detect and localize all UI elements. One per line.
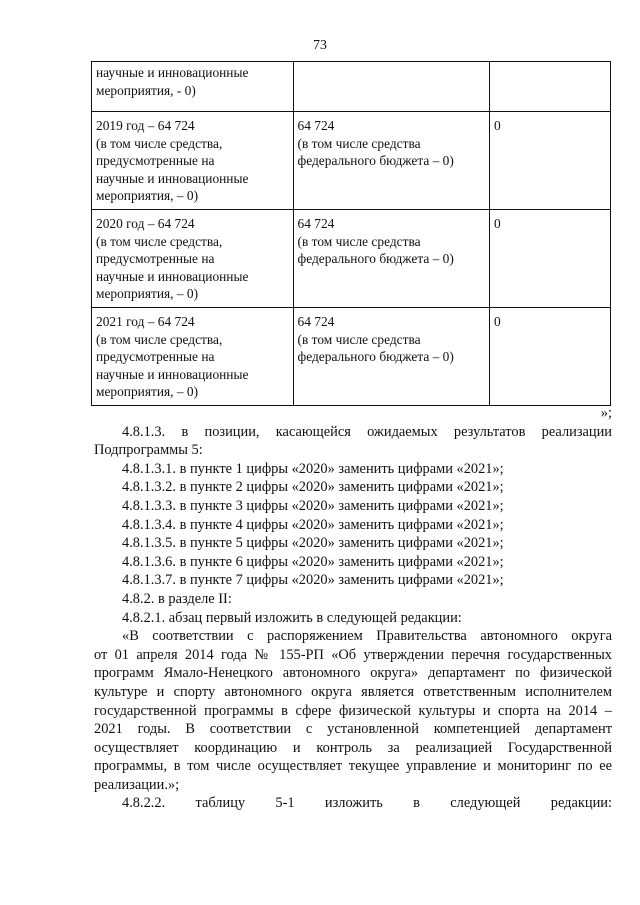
list-item: 4.8.1.3.3. в пункте 3 цифры «2020» заменить цифрами «2021»; xyxy=(122,497,504,514)
list-item: 4.8.1.3.6. в пункте 6 цифры «2020» заменить цифрами «2021»; xyxy=(122,553,504,570)
table-row xyxy=(92,210,611,308)
table-cell xyxy=(490,112,611,210)
cell-line: научные и инновационные xyxy=(96,65,249,80)
quote-line: осуществляет координацию и контроль за реализацией Государственной xyxy=(94,739,612,756)
table-cell xyxy=(92,210,294,308)
table-cell xyxy=(293,308,490,406)
table-cell xyxy=(92,308,294,406)
table-cell xyxy=(490,308,611,406)
cell-line: мероприятия, - 0) xyxy=(96,82,196,98)
cell-line: мероприятия, – 0) xyxy=(96,188,199,203)
cell-line: (в том числе средства xyxy=(297,233,421,249)
cell-line: 0 xyxy=(494,314,501,329)
cell-line: научные и инновационные xyxy=(96,170,249,186)
cell-line: (в том числе средства, xyxy=(96,135,223,151)
cell-line: федерального бюджета – 0) xyxy=(297,349,454,364)
list-item: 4.8.1.3.4. в пункте 4 цифры «2020» заменить цифрами «2021»; xyxy=(122,516,504,533)
quote-line: от 01 апреля 2014 года № 155-РП «Об утверждении перечня государственных xyxy=(94,646,612,663)
cell-line: 64 724 xyxy=(297,216,335,231)
cell-line: 64 724 xyxy=(297,118,335,133)
table-row xyxy=(92,62,611,112)
quote-line: государственной программы в сфере физической культуры и спорта на 2014 – xyxy=(94,702,612,719)
cell-line: предусмотренные на xyxy=(96,251,215,266)
table-cell xyxy=(490,62,611,112)
cell-line: (в том числе средства, xyxy=(96,331,223,347)
paragraph-line: 4.8.2.2. таблицу 5-1 изложить в следующей редакции: xyxy=(122,795,612,812)
table-cell xyxy=(293,62,490,112)
document-body xyxy=(94,404,612,813)
cell-line: (в том числе средства, xyxy=(96,233,223,249)
quote-line: 2021 годы. В соответствии с установленной компетенцией департамент xyxy=(94,721,612,738)
table-cell xyxy=(92,62,294,112)
cell-line: предусмотренные на xyxy=(96,349,215,364)
paragraph-line: 4.8.2.1. абзац первый изложить в следующей редакции: xyxy=(122,609,462,626)
list-item: 4.8.1.3.2. в пункте 2 цифры «2020» заменить цифрами «2021»; xyxy=(122,479,504,496)
table-row xyxy=(92,308,611,406)
paragraph-line: Подпрограммы 5: xyxy=(94,442,203,459)
list-item: 4.8.1.3.5. в пункте 5 цифры «2020» заменить цифрами «2021»; xyxy=(122,535,504,552)
cell-line: 0 xyxy=(494,118,501,133)
cell-line: 64 724 xyxy=(297,314,335,329)
cell-line: 2019 год – 64 724 xyxy=(96,118,195,133)
paragraph-line: 4.8.2. в разделе II: xyxy=(122,590,232,607)
cell-line: мероприятия, – 0) xyxy=(96,286,199,301)
cell-line: 2020 год – 64 724 xyxy=(96,216,195,231)
page-number: 73 xyxy=(313,38,327,53)
table-cell xyxy=(293,112,490,210)
list-item: 4.8.1.3.1. в пункте 1 цифры «2020» заменить цифрами «2021»; xyxy=(122,460,504,477)
table-cell xyxy=(92,112,294,210)
quote-line: «В соответствии с распоряжением Правительства автономного округа xyxy=(122,628,612,645)
table-cell xyxy=(293,210,490,308)
cell-line: федерального бюджета – 0) xyxy=(297,251,454,266)
quote-line: программ Ямало-Ненецкого автономного округа» департамент по физической xyxy=(94,665,612,682)
cell-line: предусмотренные на xyxy=(96,153,215,168)
quote-line: программы, в том числе осуществляет текущее управление и мониторинг по ее xyxy=(94,758,612,775)
cell-line: федерального бюджета – 0) xyxy=(297,153,454,168)
cell-line: научные и инновационные xyxy=(96,268,249,284)
funding-table xyxy=(91,61,611,406)
quote-line: культуре и спорту автономного округа является ответственным исполнителем xyxy=(94,683,612,700)
quote-line: реализации.»; xyxy=(94,776,180,793)
cell-line: мероприятия, – 0) xyxy=(96,384,199,399)
cell-line: 2021 год – 64 724 xyxy=(96,314,195,329)
cell-line: научные и инновационные xyxy=(96,366,249,382)
cell-line: (в том числе средства xyxy=(297,135,421,151)
cell-line: (в том числе средства xyxy=(297,331,421,347)
list-item: 4.8.1.3.7. в пункте 7 цифры «2020» заменить цифрами «2021»; xyxy=(122,572,504,589)
table-row xyxy=(92,112,611,210)
closing-quote: »; xyxy=(600,405,612,421)
cell-line: 0 xyxy=(494,216,501,231)
table-cell xyxy=(490,210,611,308)
paragraph-line: 4.8.1.3. в позиции, касающейся ожидаемых результатов реализации xyxy=(122,423,612,440)
